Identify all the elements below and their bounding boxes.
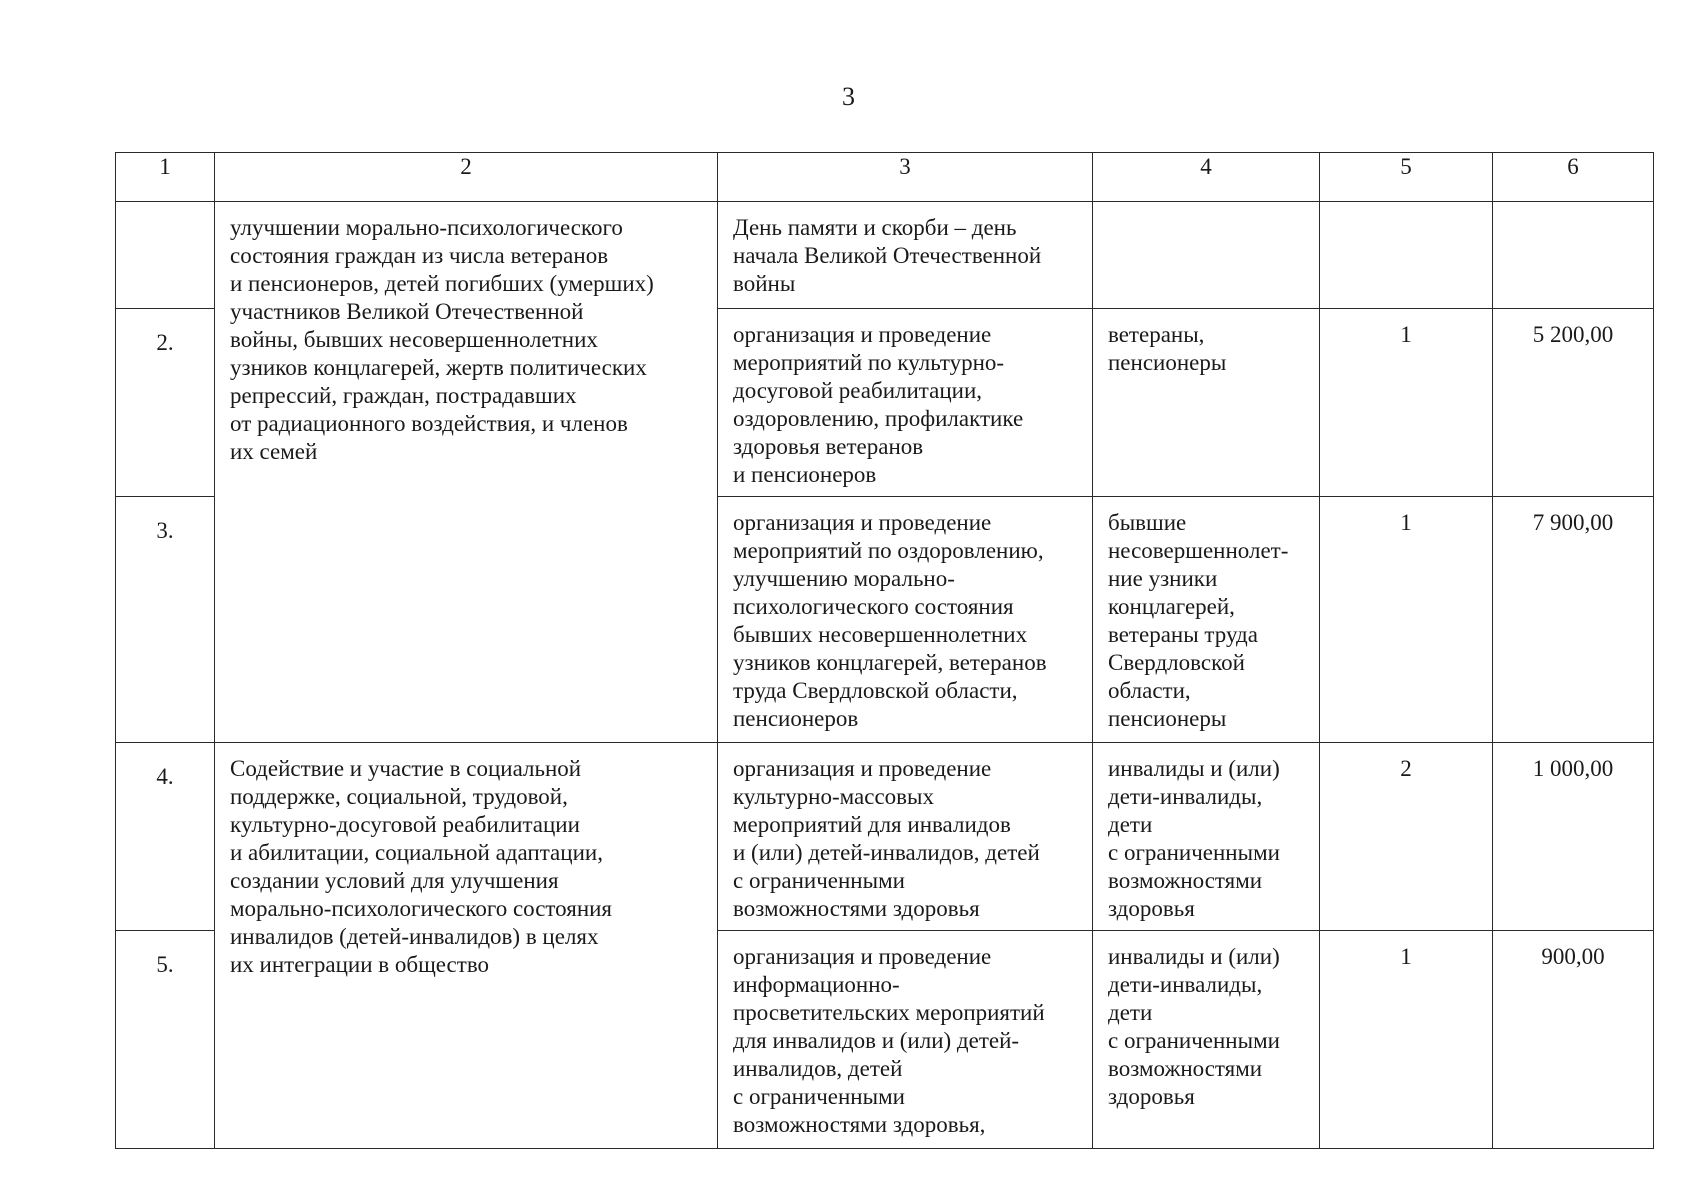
count-cell bbox=[1320, 202, 1493, 309]
activity-cell: День памяти и скорби – день начала Великой Отечественной войны bbox=[718, 202, 1093, 309]
activity-cell: организация и проведение мероприятий по культурно- досуговой реабилитации, оздоровлению, профилактике здоровья ветеранов и пенсионеров bbox=[718, 309, 1093, 497]
count-cell: 1 bbox=[1320, 309, 1493, 497]
table-header-row bbox=[116, 153, 1654, 202]
column-header: 5 bbox=[1320, 153, 1493, 202]
count-cell: 1 bbox=[1320, 497, 1493, 743]
page-number: 3 bbox=[842, 82, 855, 111]
table-row bbox=[116, 202, 1654, 309]
activity-cell: организация и проведение культурно-массовых мероприятий для инвалидов и (или) детей-инвалидов, детей с ограниченными возможностями здоровья bbox=[718, 743, 1093, 931]
column-header: 2 bbox=[215, 153, 718, 202]
column-header: 6 bbox=[1493, 153, 1654, 202]
row-number: 2. bbox=[116, 309, 215, 497]
column-header: 4 bbox=[1093, 153, 1320, 202]
row-number: 4. bbox=[116, 743, 215, 931]
target-group-cell bbox=[1093, 202, 1320, 309]
amount-cell bbox=[1493, 202, 1654, 309]
goal-cell: Содействие и участие в социальной поддержке, социальной, трудовой, культурно-досуговой реабилитации и абилитации, социальной адаптации, создании условий для улучшения морально-психологического состояния инвалидов (детей-инвалидов) в целях их интеграции в общество bbox=[215, 743, 718, 1149]
target-group-cell: инвалиды и (или) дети-инвалиды, дети с ограниченными возможностями здоровья bbox=[1093, 743, 1320, 931]
column-header: 3 bbox=[718, 153, 1093, 202]
table-row bbox=[116, 743, 1654, 931]
activity-cell: организация и проведение информационно- просветительских мероприятий для инвалидов и (или) детей- инвалидов, детей с ограниченными возможностями здоровья, bbox=[718, 931, 1093, 1149]
activity-cell: организация и проведение мероприятий по оздоровлению, улучшению морально- психологического состояния бывших несовершеннолетних узников концлагерей, ветеранов труда Свердловской области, пенсионеров bbox=[718, 497, 1093, 743]
row-number: 3. bbox=[116, 497, 215, 743]
amount-cell: 5 200,00 bbox=[1493, 309, 1654, 497]
goal-cell: улучшении морально-психологического состояния граждан из числа ветеранов и пенсионеров, детей погибших (умерших) участников Великой Отечественной войны, бывших несовершеннолетних узников концлагерей, жертв политических репрессий, граждан, пострадавших от радиационного воздействия, и членов их семей bbox=[215, 202, 718, 743]
row-number: 5. bbox=[116, 931, 215, 1149]
count-cell: 2 bbox=[1320, 743, 1493, 931]
row-number bbox=[116, 202, 215, 309]
target-group-cell: ветераны, пенсионеры bbox=[1093, 309, 1320, 497]
target-group-cell: бывшие несовершеннолет- ние узники концлагерей, ветераны труда Свердловской области, пенсионеры bbox=[1093, 497, 1320, 743]
measures-table bbox=[115, 152, 1654, 1149]
amount-cell: 900,00 bbox=[1493, 931, 1654, 1149]
amount-cell: 1 000,00 bbox=[1493, 743, 1654, 931]
column-header: 1 bbox=[116, 153, 215, 202]
count-cell: 1 bbox=[1320, 931, 1493, 1149]
target-group-cell: инвалиды и (или) дети-инвалиды, дети с ограниченными возможностями здоровья bbox=[1093, 931, 1320, 1149]
amount-cell: 7 900,00 bbox=[1493, 497, 1654, 743]
